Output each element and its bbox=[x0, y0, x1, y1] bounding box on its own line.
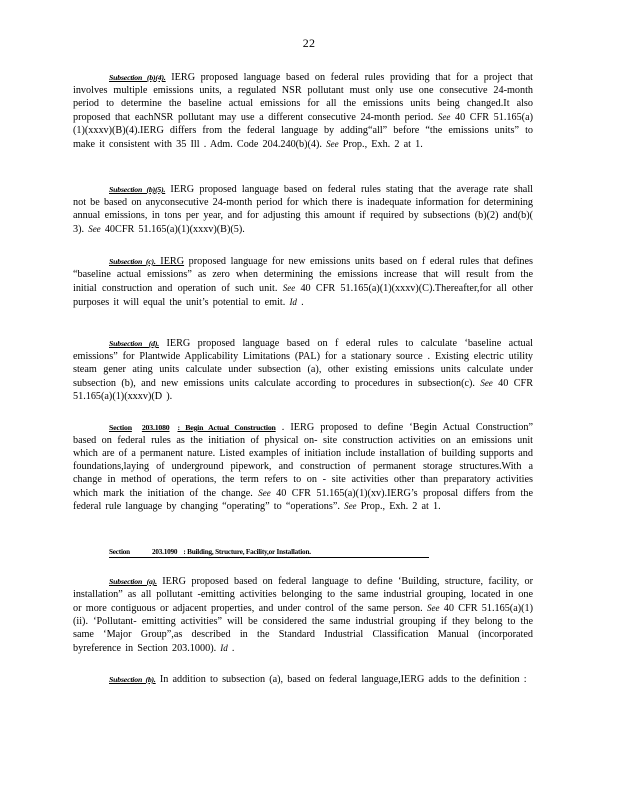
paragraph-text: proposed language for new emissions units based on f ederal rules that defines “baseline actual emissions” as zero when determining the emissions increase that will result from the initial construction and operation of such unit. bbox=[73, 256, 533, 294]
paragraph-subsection-c bbox=[73, 256, 533, 310]
citation-tail: 40CFR 51.165(a)(1)(xxxv)(B)(5). bbox=[100, 223, 245, 235]
citation-tail: 40 CFR 51.165(a)(1)(xxxv)(D ). bbox=[73, 377, 533, 402]
page-number: 22 bbox=[302, 36, 316, 50]
paragraph-subsection-b5 bbox=[73, 184, 533, 237]
citation-tail: 40 CFR 51.165(a)(1)(xxxv)(C).Thereafter,for all other purposes it will equal the unit’s potential to emit. bbox=[73, 282, 533, 308]
heading-section-title: : Building, Structure, Facility,or Installation. bbox=[183, 548, 311, 556]
paragraph-end: . bbox=[227, 642, 235, 654]
paragraph-text: IERG proposed language based on federal rules stating that the average rate shall not be based on anyconsecutive 24-month period for which there is inadequate information for determining annual emissions, in tons per year, and for adjusting this amount if required by subsections (b)(2) and(b)( 3). bbox=[73, 184, 533, 235]
citation-tail: Prop., Exh. 2 at 1. bbox=[356, 501, 441, 513]
section-number: 203.1080 bbox=[141, 423, 170, 432]
paragraph-text: In addition to subsection (a), based on federal language,IERG adds to the definition : bbox=[155, 674, 527, 685]
subsection-label: Subsection (b)(5). bbox=[109, 185, 166, 194]
paragraph-section-203-1080 bbox=[73, 422, 533, 514]
subsection-label: Subsection (c). bbox=[109, 257, 156, 266]
citation-text: 40 CFR 51.165(a)(1)(xv).IERG’s proposal differs from the federal rule language by changing “operating” to “operations”. bbox=[73, 487, 533, 513]
see-signal: See bbox=[437, 111, 451, 122]
heading-section-label: Section bbox=[109, 548, 130, 556]
see-signal: See bbox=[326, 138, 339, 149]
see-signal: See bbox=[480, 377, 493, 388]
paragraph-subsection-b bbox=[73, 674, 533, 687]
see-signal: See bbox=[426, 602, 440, 613]
paragraph-end: . bbox=[296, 296, 304, 308]
paragraph-text: . IERG proposed to define ‘Begin Actual Construction” based on federal rules as the initiation of physical on- site construction activities on an emissions unit which are of a permanent nature. Listed examples of initiation include installation of building supports and foundations,laying of underground pipework, and construction of permanent storage structures.With a change in method of operations, the term refers to on - site activities other than preparatory activities which mark the initiation of the change. bbox=[73, 422, 533, 499]
paragraph-text: IERG proposed based on federal language to define ‘Building, structure, facility, or installation” as all pollutant -emitting activities belonging to the same industrial grouping, located in one or more contiguous or adjacent properties, and under control of the same person. bbox=[73, 576, 533, 614]
see-signal: See bbox=[88, 223, 101, 234]
heading-section-number: 203.1090 bbox=[151, 548, 178, 556]
section-title: : Begin Actual Construction bbox=[177, 423, 276, 432]
paragraph-text: IERG proposed language based on f ederal rules to calculate ‘baseline actual emissions” for Plantwide Applicability Limitations (PAL) for a stationary source . Existing electric utility steam gener ating units calculate under subsection (a), other existing emissions units calculate under subsection (b), and new emissions units calculate according to procedures in subsection(c). bbox=[73, 338, 533, 389]
paragraph-subsection-a bbox=[73, 576, 533, 655]
paragraph-subsection-b4 bbox=[73, 72, 533, 151]
section-label: Section bbox=[109, 423, 132, 432]
id-signal: Id bbox=[289, 296, 297, 307]
citation-tail: 40 CFR 51.165(a)(1)(ii). ‘Pollutant- emitting activities” will be considered the same industrial grouping if they belong to the same ‘Major Group”,as described in the Standard Industrial Classification Manual (incorporated byreference in Section 203.1000). bbox=[73, 602, 533, 654]
citation-tail: Prop., Exh. 2 at 1. bbox=[338, 138, 423, 150]
paragraph-subsection-d bbox=[73, 338, 533, 404]
paragraph-text-underlined: IERG bbox=[155, 256, 185, 267]
subsection-label: Subsection (b)(4). bbox=[109, 73, 166, 82]
see-signal: See bbox=[258, 487, 271, 498]
see-signal: See bbox=[344, 501, 357, 512]
id-signal: Id bbox=[220, 642, 228, 653]
section-heading-203-1090 bbox=[109, 548, 429, 558]
subsection-label: Subsection (d). bbox=[109, 339, 159, 348]
see-signal: See bbox=[282, 282, 296, 293]
citation-text: 40 CFR 51.165(a)(1)(xxxv)(B)(4).IERG differs from the federal language by adding“all” before “the emissions units” to make it consistent with 35 Ill . Adm. Code 204.240(b)(4). bbox=[73, 111, 533, 150]
subsection-label: Subsection (b). bbox=[109, 675, 156, 684]
paragraph-text: IERG proposed language based on federal rules providing that for a project that involves multiple emissions units, a regulated NSR pollutant must only use one consecutive 24-month period to determine the baseline actual emissions for all the emissions units being changed.It also proposed that eachNSR pollutant may use a different consecutive 24-month period. bbox=[73, 72, 533, 123]
subsection-label: Subsection (a). bbox=[109, 577, 157, 586]
